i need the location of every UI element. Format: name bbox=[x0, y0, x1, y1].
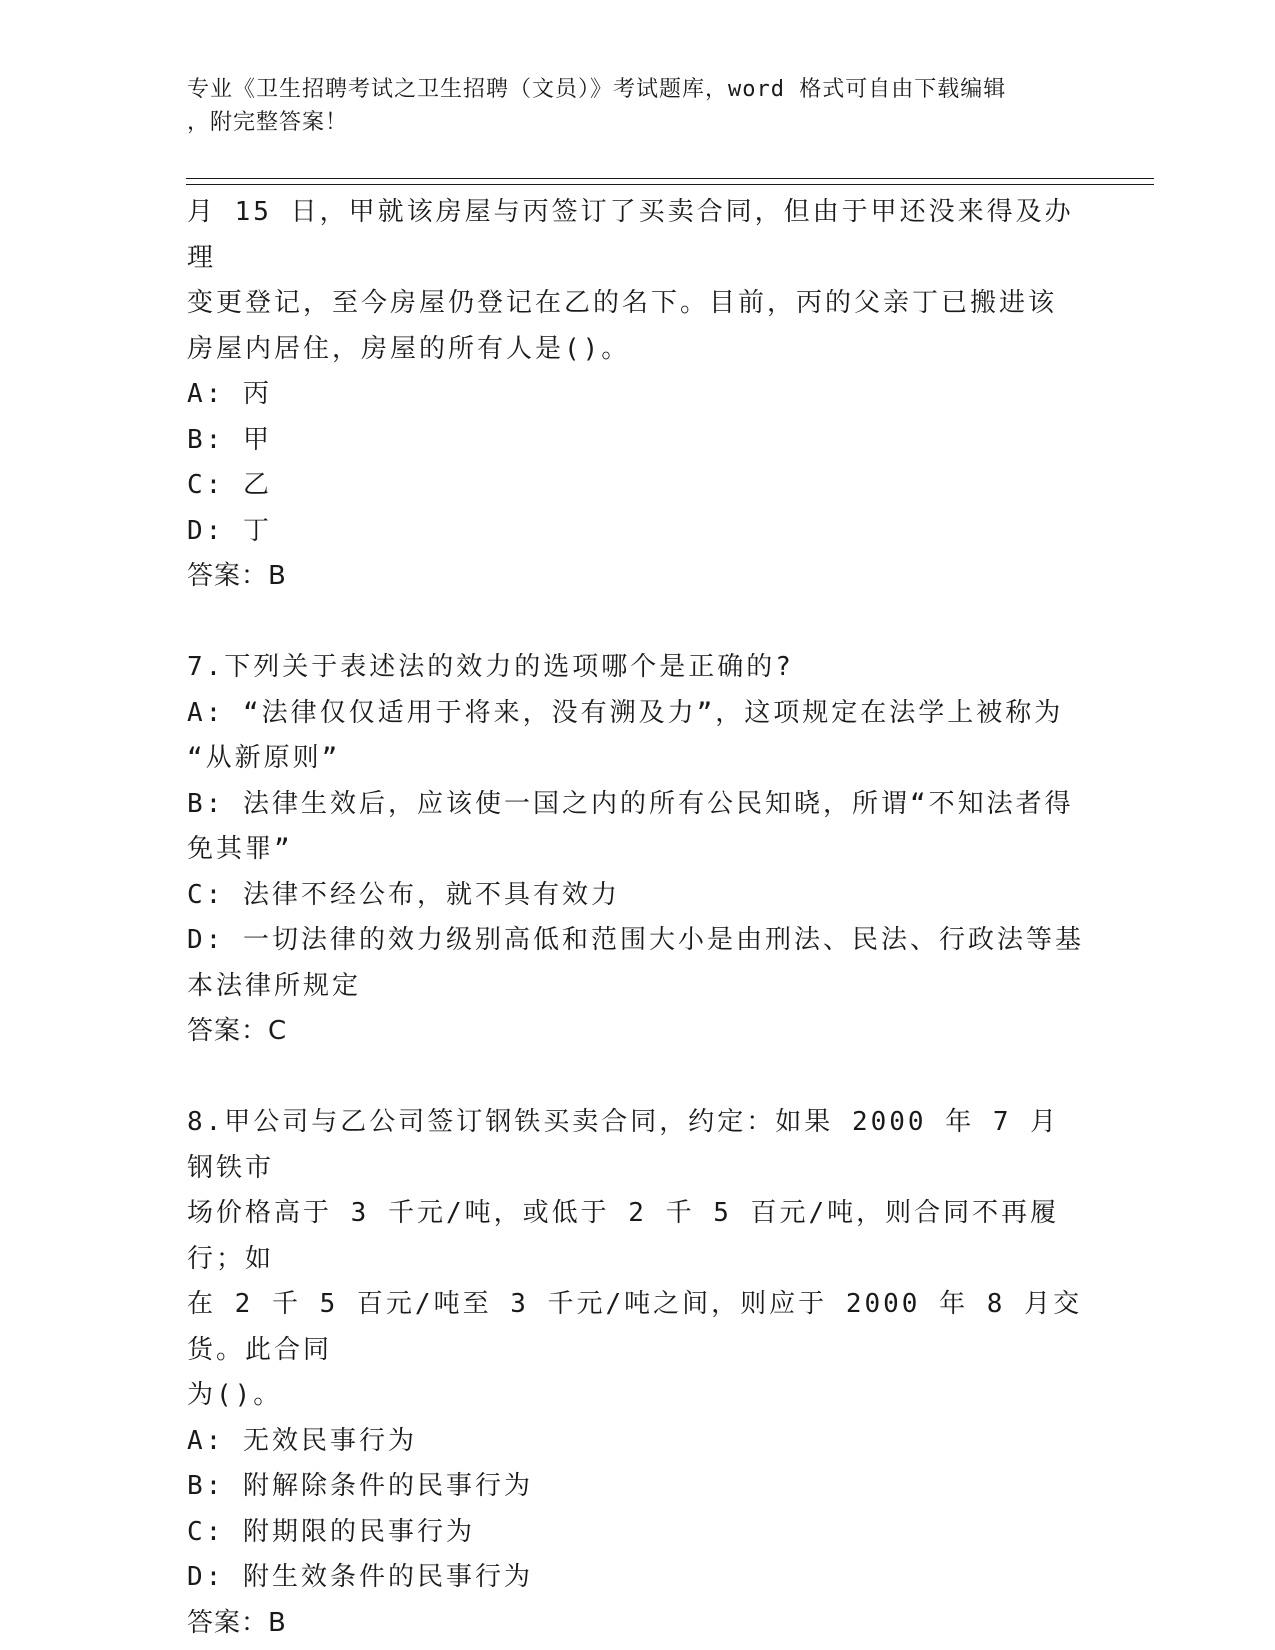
question-stem-line: 变更登记，至今房屋仍登记在乙的名下。目前，丙的父亲丁已搬进该 bbox=[187, 288, 1058, 318]
option-c: C: 法律不经公布，就不具有效力 bbox=[187, 879, 620, 910]
spacer bbox=[187, 1055, 1087, 1101]
answer-line: 答案：C bbox=[187, 1016, 288, 1046]
option-a: A: 无效民事行为 bbox=[187, 1425, 417, 1456]
document-header bbox=[187, 73, 1067, 139]
question-stem-line: 7.下列关于表述法的效力的选项哪个是正确的? bbox=[187, 652, 794, 682]
header-line-2: ，附完整答案！ bbox=[187, 110, 349, 135]
option-b: B: 甲 bbox=[187, 424, 272, 455]
header-rule-top bbox=[186, 178, 1154, 179]
question-list bbox=[187, 190, 1087, 1646]
header-line-1: 专业《卫生招聘考试之卫生招聘（文员）》考试题库，word 格式可自由下载编辑 bbox=[187, 77, 1007, 102]
spacer bbox=[187, 600, 1087, 646]
option-d: D: 丁 bbox=[187, 515, 272, 546]
question-stem-line: 为()。 bbox=[187, 1380, 283, 1410]
option-c: C: 乙 bbox=[187, 470, 272, 500]
question-7 bbox=[187, 645, 1087, 1055]
option-b-continued: 免其罪” bbox=[187, 834, 293, 864]
option-a: A: 丙 bbox=[187, 379, 272, 409]
header-rule-bottom bbox=[186, 184, 1154, 185]
question-stem-line: 在 2 千 5 百元/吨至 3 千元/吨之间，则应于 2000 年 8 月交货。此合同 bbox=[187, 1289, 1083, 1365]
option-a: A: “法律仅仅适用于将来，没有溯及力”，这项规定在法学上被称为 bbox=[187, 697, 1064, 728]
question-stem-line: 场价格高于 3 千元/吨，或低于 2 千 5 百元/吨，则合同不再履行；如 bbox=[187, 1198, 1060, 1274]
answer-line: 答案：B bbox=[187, 1607, 287, 1638]
option-a-continued: “从新原则” bbox=[187, 743, 341, 773]
question-stem-line: 月 15 日，甲就该房屋与丙签订了买卖合同，但由于甲还没来得及办理 bbox=[187, 197, 1074, 273]
answer-line: 答案：B bbox=[187, 561, 287, 591]
option-d: D: 附生效条件的民事行为 bbox=[187, 1562, 533, 1592]
question-stem-line: 房屋内居住，房屋的所有人是()。 bbox=[187, 333, 631, 364]
question-8 bbox=[187, 1100, 1087, 1646]
option-b: B: 附解除条件的民事行为 bbox=[187, 1471, 533, 1501]
option-d-continued: 本法律所规定 bbox=[187, 970, 362, 1001]
option-d: D: 一切法律的效力级别高低和范围大小是由刑法、民法、行政法等基 bbox=[187, 925, 1084, 955]
question-stem-line: 8.甲公司与乙公司签订钢铁买卖合同，约定：如果 2000 年 7 月钢铁市 bbox=[187, 1107, 1060, 1183]
option-c: C: 附期限的民事行为 bbox=[187, 1516, 475, 1547]
option-b: B: 法律生效后，应该使一国之内的所有公民知晓，所谓“不知法者得 bbox=[187, 788, 1074, 819]
question-6 bbox=[187, 190, 1087, 600]
